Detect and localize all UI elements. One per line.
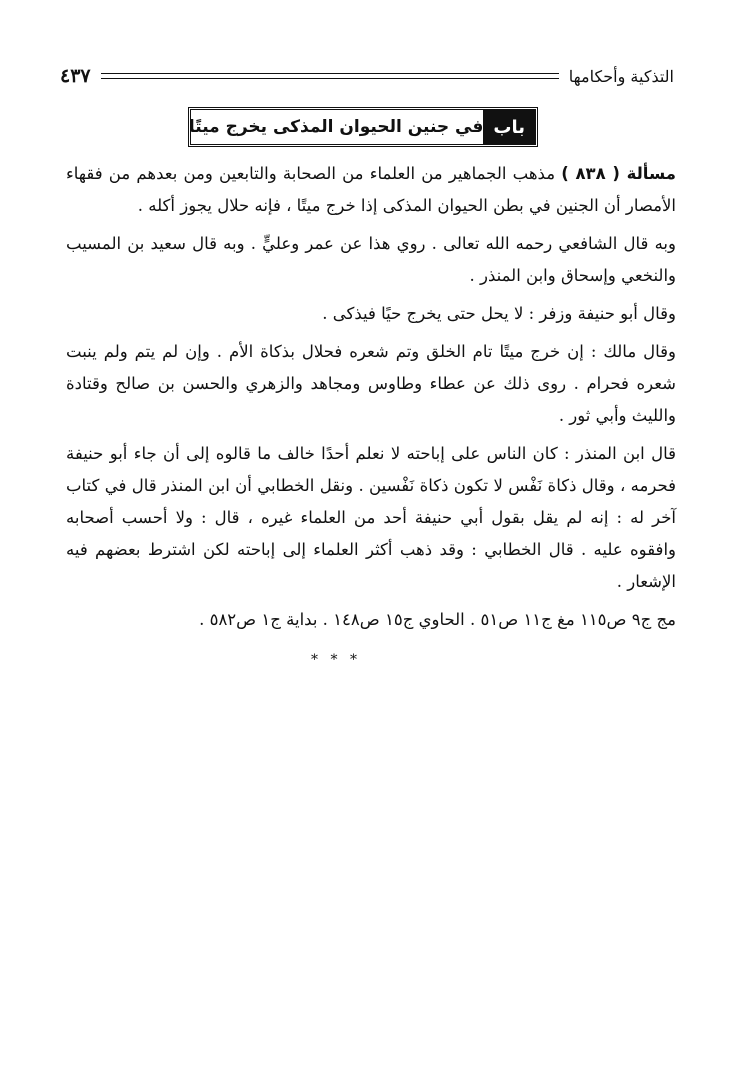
issue-text: مذهب الجماهير من العلماء من الصحابة والتابعين ومن بعدهم من فقهاء الأمصار أن الجنين في بطن الحيوان المذكى إذا خرج ميتًا ، فإنه حلال يجوز أكله . [66,164,676,215]
header-rule [101,73,559,79]
body-text [66,158,676,676]
section-separator: * * * [311,652,361,668]
chapter-heading [188,107,538,147]
paragraph: وقال مالك : إن خرج ميتًا تام الخلق وتم شعره فحلال بذكاة الأم . وإن لم يتم ولم ينبت شعره فحرام . روى ذلك عن عطاء وطاوس ومجاهد والزهري والحسن بن صالح وقتادة والليث وأبي ثور . [66,342,676,425]
issue-paragraph [66,158,676,222]
references: مج ج٩ ص١١٥ مغ ج١١ ص٥١ . الحاوي ج١٥ ص١٤٨ . بداية ج١ ص٥٨٢ . [199,610,676,629]
paragraph: وبه قال الشافعي رحمه الله تعالى . روي هذا عن عمر وعليٍّ . وبه قال سعيد بن المسيب والنخعي وإسحاق وابن المنذر . [66,234,676,285]
running-title: التذكية وأحكامها [568,66,674,86]
paragraph: قال ابن المنذر : كان الناس على إباحته لا نعلم أحدًا خالف ما قالوه إلى أن جاء أبو حنيفة فحرمه ، وقال ذكاة نَفْس لا تكون ذكاة نَفْسين . ونقل الخطابي أن ابن المنذر قال في كتاب آخر له : إنه لم يقل بقول أبي حنيفة أحد من العلماء غيره ، قال : ولا أحسب أصحابه وافقوه عليه . قال الخطابي : وقد ذهب أكثر العلماء إلى إباحته لكن اشترط بعضهم فيه الإشعار . [66,444,676,591]
chapter-title: في جنين الحيوان المذكى يخرج ميتًا [188,117,484,137]
page-number: ٤٣٧ [60,65,91,87]
issue-label: مسألة ( ٨٣٨ ) [561,164,676,183]
running-header [60,62,674,90]
paragraph: وقال أبو حنيفة وزفر : لا يحل حتى يخرج حيًا فيذكى . [322,304,676,323]
chapter-label: باب [483,110,535,144]
